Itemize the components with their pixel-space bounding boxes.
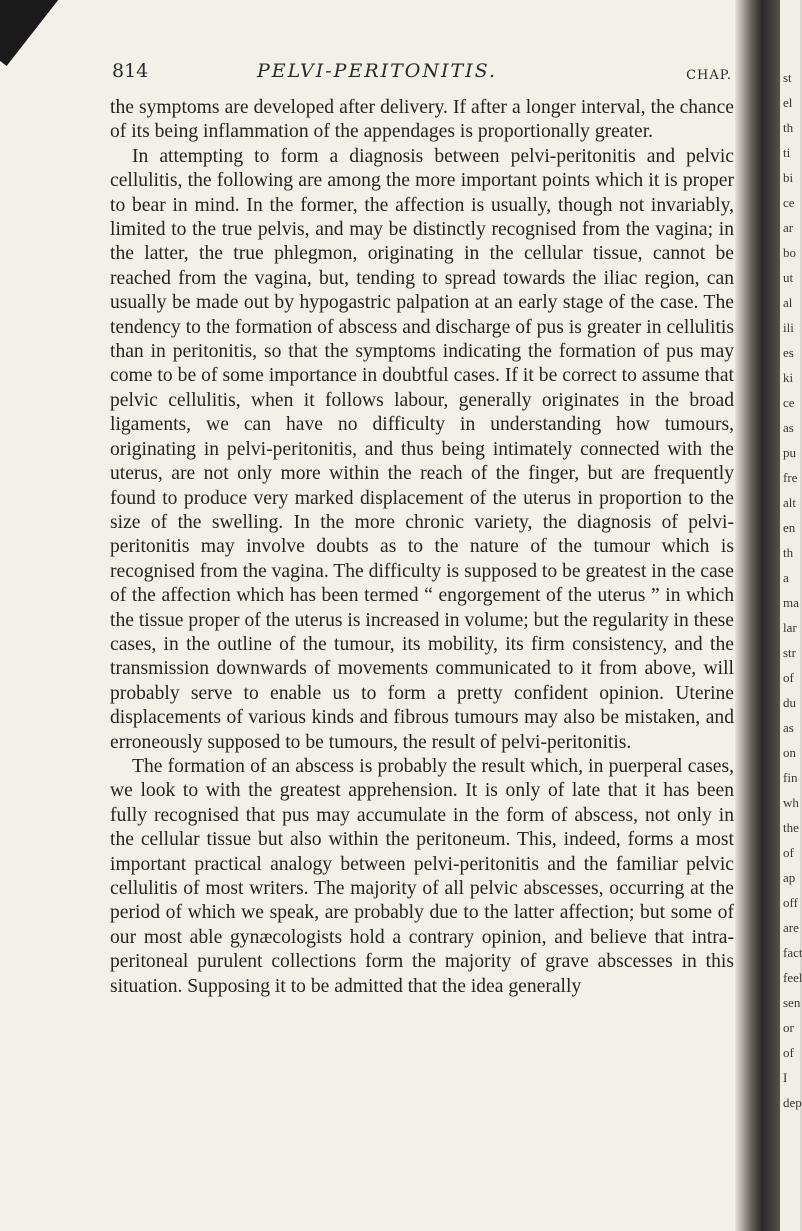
paragraph-abscess: The formation of an abscess is probably the result which, in puerperal cases, we look to with the greatest apprehension. It is only of late that it has been fully recognised that pus may accumulate in the form of abscess, not only in the cellular tissue but also within the peritoneum. This, indeed, forms a most important practical analogy between pelvi-peritonitis and the familiar pelvic cellulitis of most writers. The majority of all pelvic abscesses, occurring at the period of which we speak, are probably due to the latter affection; but some of our most able gynæcologists hold a contrary opinion, and believe that intra-peritoneal purulent collections form the majority of grave abscesses in this situation. Supposing it to be admitted that the idea generally (110, 755, 734, 997)
facing-page-fragment: I (783, 1070, 788, 1085)
facing-page-fragment: th (783, 545, 794, 560)
facing-page-fragment: dep (783, 1095, 802, 1110)
facing-page-fragment: ili (783, 320, 794, 335)
facing-page-fragment: str (783, 645, 796, 660)
facing-page-fragment: th (783, 120, 794, 135)
facing-page-fragment: off (783, 895, 798, 910)
facing-page-fragment: are (783, 920, 799, 935)
facing-page-fragment: st (783, 70, 792, 85)
facing-page-fragment: fin (783, 770, 798, 785)
paragraph-diagnosis: In attempting to form a diagnosis between pelvi-peritonitis and pelvic cellulitis, the following are among the more important points which it is proper to bear in mind. In the former, the affection is usually, though not invariably, limited to the true pelvis, and may be distinctly recognised from the vagina; in the latter, the true phlegmon, originating in the cellular tissue, cannot be reached from the vagina, but, tending to spread towards the iliac region, can usually be made out by hypogastric palpation at an early stage of the case. The tendency to the formation of abscess and discharge of pus is greater in cellulitis than in peritonitis, so that the symptoms indicating the formation of pus may come to be of some importance in doubtful cases. If it be correct to assume that pelvic cellulitis, when it follows labour, generally originates in the broad ligaments, we can have no difficulty in understanding how tumours, originating in pelvi-peritonitis, and thus being intimately connected with the uterus, are not only more within the reach of the finger, but are frequently found to produce very marked displacement of the uterus in proportion to the size of the swelling. In the more chronic variety, the diagnosis of pelvi-peritonitis may involve doubts as to the nature of the tumour which is recognised from the vagina. The difficulty is supposed to be greatest in the case of the affection which has been termed “ engorgement of the uterus ” in which the tissue proper of the uterus is increased in volume; but the regularity in these cases, in the outline of the tumour, its mobility, its firm consistency, and the transmission downwards of movements communicated to it from above, will probably serve to enable us to form a pretty confident opinion. Uterine displacements of various kinds and fibrous tumours may also be mistaken, and erroneously supposed to be tumours, the result of pelvi-peritonitis. (110, 145, 734, 753)
facing-page-fragment: as (783, 720, 794, 735)
book-gutter (735, 0, 780, 1231)
facing-page-fragment: en (783, 520, 796, 535)
facing-page-fragment: du (783, 695, 796, 710)
facing-page-edge (780, 0, 800, 1231)
facing-page-fragment: lar (783, 620, 797, 635)
facing-page-fragment: of (783, 670, 794, 685)
facing-page-fragment: es (783, 345, 794, 360)
facing-page-fragment: or (783, 1020, 794, 1035)
facing-page-fragment: the (783, 820, 799, 835)
facing-page-fragment: ma (783, 595, 799, 610)
facing-page-fragment: ut (783, 270, 794, 285)
facing-page-fragment: el (783, 95, 793, 110)
facing-page-fragment: sen (783, 995, 801, 1010)
facing-page-fragment: al (783, 295, 793, 310)
page-number: 814 (112, 60, 149, 82)
facing-page-fragment: feel (783, 970, 802, 985)
facing-page-fragment: wh (783, 795, 799, 810)
facing-page-fragment: fre (783, 470, 798, 485)
facing-page-fragment: bi (783, 170, 794, 185)
facing-page-fragment: ce (783, 195, 795, 210)
facing-page-fragment: as (783, 420, 794, 435)
facing-page-fragment: of (783, 1045, 794, 1060)
facing-page-fragment: ar (783, 220, 794, 235)
paragraph-continuation: the symptoms are developed after delivery. If after a longer interval, the chance of its being inflammation of the appendages is proportionally greater. (110, 97, 734, 143)
facing-page-fragment: ki (783, 370, 794, 385)
facing-page-fragment: alt (783, 495, 796, 510)
facing-page-fragment: a (783, 570, 789, 585)
facing-page-fragment: on (783, 745, 796, 760)
facing-page-fragment: ap (783, 870, 796, 885)
facing-page-fragment: of (783, 845, 794, 860)
facing-page-fragment: ti (783, 145, 791, 160)
facing-page-fragment: bo (783, 245, 796, 260)
facing-page-fragment: ce (783, 395, 795, 410)
running-head (112, 60, 732, 88)
facing-page-fragment: fact (783, 945, 802, 960)
body-text (110, 96, 734, 999)
facing-page-fragment: pu (783, 445, 796, 460)
chapter-abbrev: CHAP. (686, 68, 732, 83)
running-title: PELVI-PERITONITIS. (257, 60, 498, 82)
